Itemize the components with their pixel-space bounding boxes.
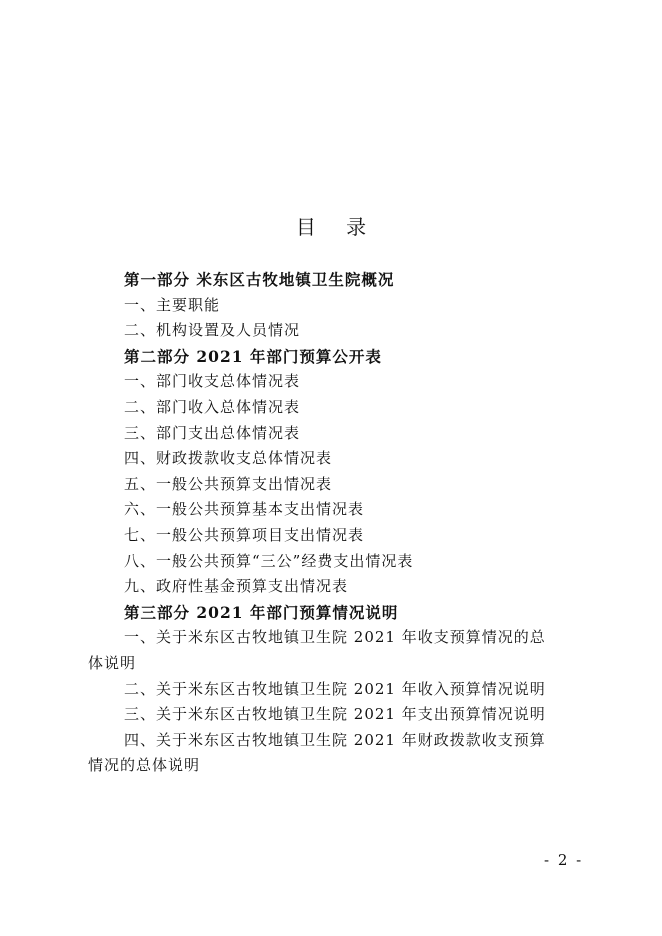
toc-item-continuation: 情况的总体说明 [88,756,201,775]
toc-item: 三、关于米东区古牧地镇卫生院 2021 年支出预算情况说明 [124,705,546,724]
toc-item: 二、机构设置及人员情况 [124,321,301,340]
page-number: - 2 - [544,851,584,869]
toc-item: 二、部门收入总体情况表 [124,397,301,416]
page-title: 目 录 [295,215,379,239]
toc-item: 二、关于米东区古牧地镇卫生院 2021 年收入预算情况说明 [124,679,546,698]
toc-item: 七、一般公共预算项目支出情况表 [124,525,365,544]
toc-item: 六、一般公共预算基本支出情况表 [124,500,365,519]
toc-item: 五、一般公共预算支出情况表 [124,474,333,493]
toc-item: 八、一般公共预算“三公”经费支出情况表 [124,551,414,570]
toc-item: 四、关于米东区古牧地镇卫生院 2021 年财政拨款收支预算 [124,730,546,749]
toc-item: 四、财政拨款收支总体情况表 [124,449,333,468]
toc-item-continuation: 体说明 [88,653,137,672]
toc-item: 一、关于米东区古牧地镇卫生院 2021 年收支预算情况的总 [124,628,546,647]
toc-item: 一、主要职能 [124,295,221,314]
toc-item: 三、部门支出总体情况表 [124,423,301,442]
toc-section-2: 第二部分 2021 年部门预算公开表 [124,346,382,366]
toc-section-3: 第三部分 2021 年部门预算情况说明 [124,602,399,622]
toc-item: 九、政府性基金预算支出情况表 [124,577,349,596]
toc-section-1: 第一部分 米东区古牧地镇卫生院概况 [124,270,395,289]
table-of-contents [88,267,585,779]
toc-item: 一、部门收支总体情况表 [124,372,301,391]
